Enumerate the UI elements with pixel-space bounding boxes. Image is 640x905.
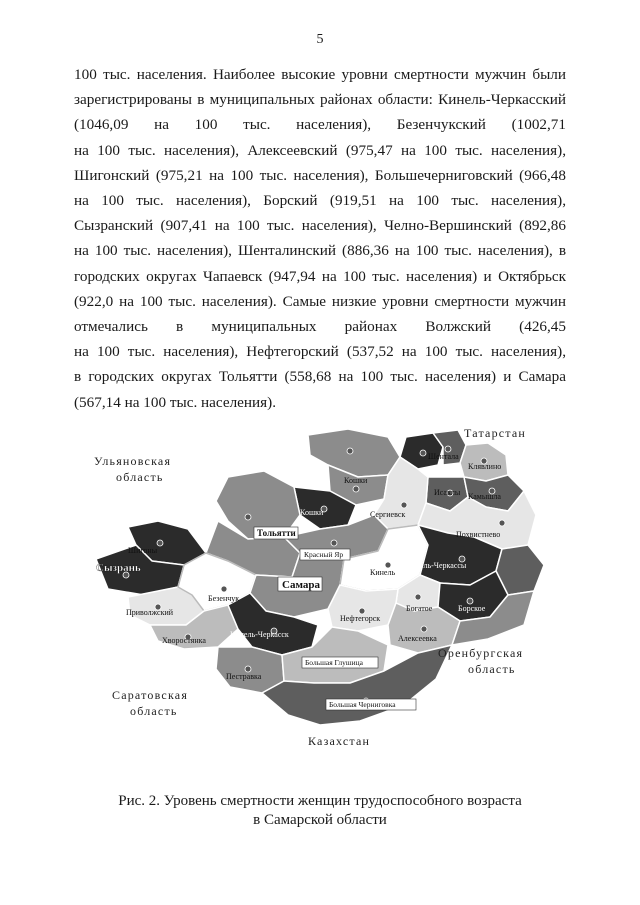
label-samara: Самара (282, 579, 320, 591)
label-orenburg-line1: Оренбургская (438, 646, 524, 660)
paragraph-line: (1046,09 на 100 тыс. населения), Безенчукский (1002,71 (74, 116, 566, 134)
label-shigony: Шигоны (128, 546, 158, 555)
label-bolshaya-chernigovka: Большая Черниговка (329, 700, 396, 709)
label-tolyatti: Тольятти (257, 528, 296, 538)
samara-region-map (88, 425, 558, 760)
label-chelno-vershiny: Кошки (300, 508, 324, 517)
label-chapaevsk: Кинель-Черкасск (230, 630, 289, 639)
label-klyavlino: Клявлино (468, 462, 502, 471)
paragraph-line: на 100 тыс. населения), Нефтегорский (537,52 на 100 тыс. населения), (74, 343, 566, 361)
label-shentala: Шентала (428, 452, 459, 461)
label-sergievsk: Сергиевск (370, 510, 406, 519)
label-bezenchuk: Безенчук (208, 594, 240, 603)
paragraph-line: 100 тыс. населения. Наиболее высокие уровни смертности мужчин были (74, 66, 566, 83)
caption-line: Рис. 2. Уровень смертности женщин трудоспособного возраста (118, 793, 522, 809)
label-tatarstan: Татарстан (464, 426, 527, 440)
paragraph-line: на 100 тыс. населения), Шенталинский (886,36 на 100 тыс. населения), в (74, 242, 566, 260)
label-kinel-cherkassy: Кинель-Черкассы (406, 561, 467, 570)
figure-caption (0, 792, 640, 830)
paragraph-line: Шигонский (975,21 на 100 тыс. населения), Большечерниговский (966,48 (74, 166, 566, 184)
paragraph-line: городских округах Чапаевск (947,94 на 100 тыс. населения) и Октябрьск (74, 267, 566, 285)
paragraph-line: Сызранский (907,41 на 100 тыс. населения), Челно-Вершинский (892,86 (74, 217, 566, 235)
paragraph-line: (567,14 на 100 тыс. населения). (74, 393, 276, 411)
map-svg (88, 425, 558, 760)
paragraph-line: отмечались в муниципальных районах Волжский (426,45 (74, 318, 566, 336)
label-syzran: Сызрань (96, 562, 141, 574)
body-paragraph (74, 62, 566, 415)
label-pestravka: Пестравка (226, 672, 262, 681)
district-north-west (308, 429, 400, 477)
label-isakly: Исаклы (434, 488, 461, 497)
paragraph-line: (922,0 на 100 тыс. населения). Самые низкие уровни смертности мужчин (74, 292, 566, 310)
label-orenburg-line2: область (468, 662, 516, 676)
label-khvorostyanka: Хворостянка (162, 636, 206, 645)
label-privolzhsky: Приволжский (126, 608, 174, 617)
label-saratov-line2: область (130, 704, 178, 718)
label-ulyanovsk-line1: Ульяновская (94, 454, 172, 468)
paragraph-line: зарегистрированы в муниципальных районах области: Кинель-Черкасский (74, 91, 566, 109)
label-kamyshla: Камышла (468, 492, 501, 501)
label-neftegorsk: Нефтегорск (340, 614, 381, 623)
label-koshki: Кошки (344, 476, 368, 485)
label-pokhvistnevo: Похвистнево (456, 530, 501, 539)
page-number: 5 (316, 32, 324, 47)
label-borskoe: Борское (458, 604, 486, 613)
label-saratov-line1: Саратовская (112, 688, 189, 702)
paragraph-line: на 100 тыс. населения), Алексеевский (975,47 на 100 тыс. населения), (74, 141, 566, 159)
label-bolshaya-glushitsa: Большая Глушица (305, 658, 363, 667)
label-krasny-yar: Красный Яр (304, 550, 344, 559)
label-bogatoe: Богатое (406, 604, 433, 613)
paragraph-line: в городских округах Тольятти (558,68 на 100 тыс. населения) и Самара (74, 368, 566, 386)
label-ulyanovsk-line2: область (116, 470, 164, 484)
label-alekseevka: Алексеевка (398, 634, 437, 643)
caption-line: в Самарской области (253, 812, 387, 828)
paragraph-line: на 100 тыс. населения), Борский (919,51 на 100 тыс. населения), (74, 192, 566, 210)
label-kinel: Кинель (370, 568, 396, 577)
label-kazakhstan: Казахстан (308, 734, 371, 748)
